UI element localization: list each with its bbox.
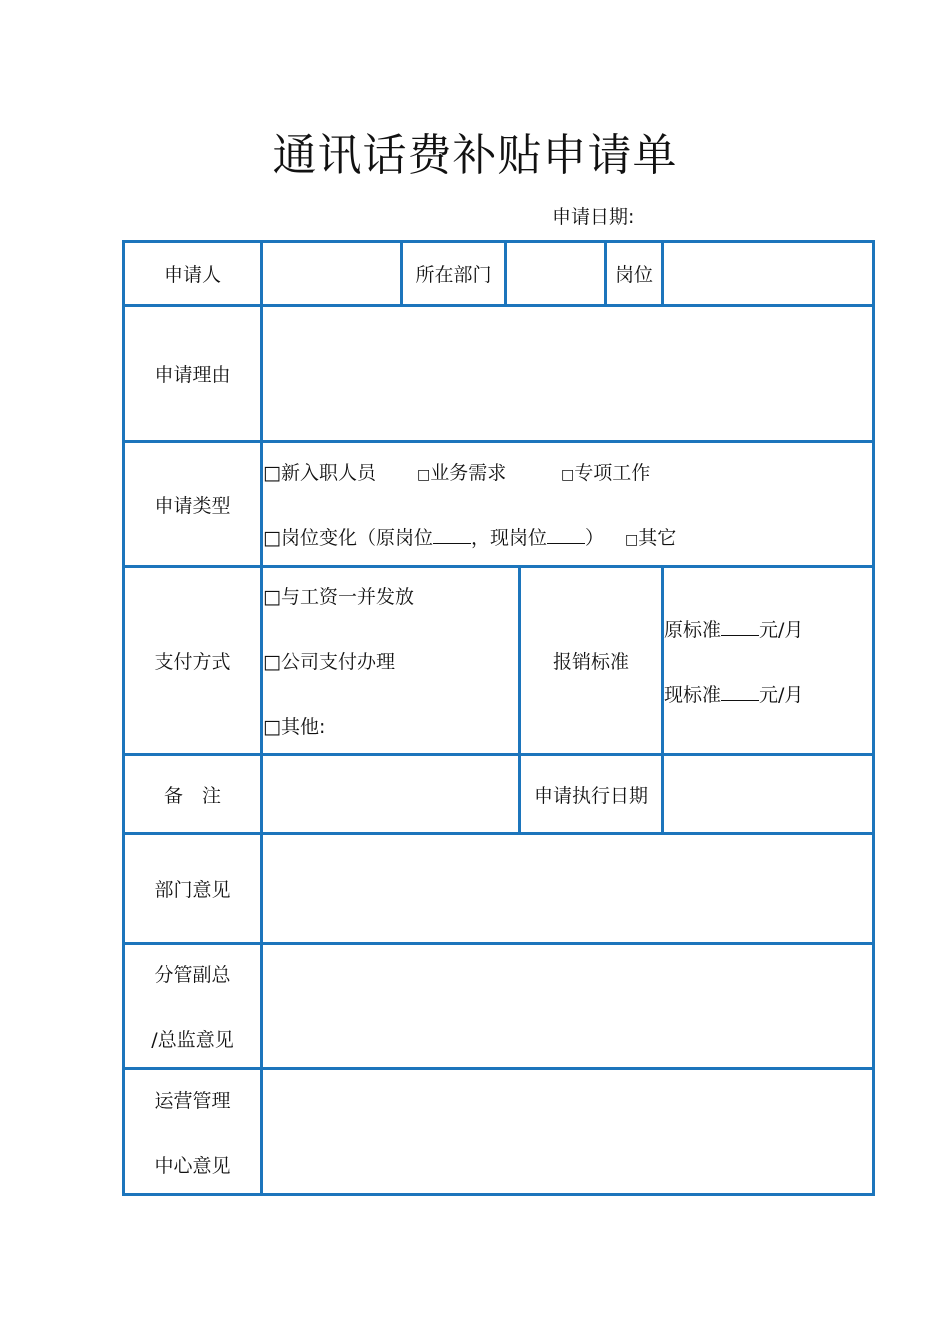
row-applicant xyxy=(124,242,874,306)
type-option-special-work[interactable]: □专项工作 xyxy=(561,462,651,484)
type-option-other[interactable]: □其它 xyxy=(625,527,677,549)
checkbox-icon[interactable]: □ xyxy=(625,532,639,548)
row-reason xyxy=(124,306,874,442)
application-form-table xyxy=(122,240,875,1196)
row-remark xyxy=(124,755,874,834)
original-standard: 原标准 元/月 xyxy=(664,618,804,641)
ops-opinion-field[interactable] xyxy=(262,1069,874,1195)
vp-opinion-field[interactable] xyxy=(262,944,874,1069)
reimburse-standard-values xyxy=(663,567,874,755)
payment-label: 支付方式 xyxy=(124,567,262,755)
checkbox-icon[interactable]: □ xyxy=(263,716,281,738)
remark-label: 备 注 xyxy=(124,755,262,834)
type-label: 申请类型 xyxy=(124,442,262,567)
form-title: 通讯话费补贴申请单 xyxy=(272,130,678,181)
row-payment xyxy=(124,567,874,755)
checkbox-icon[interactable]: □ xyxy=(561,467,575,483)
payment-option-other[interactable]: □其他: xyxy=(263,716,326,738)
type-option-new-hire[interactable]: □新入职人员 xyxy=(263,462,376,484)
reason-label: 申请理由 xyxy=(124,306,262,442)
reimburse-standard-label: 报销标准 xyxy=(520,567,663,755)
dept-opinion-label: 部门意见 xyxy=(124,834,262,944)
checkbox-icon[interactable]: □ xyxy=(263,586,281,608)
original-position-blank[interactable] xyxy=(433,529,471,544)
row-type xyxy=(124,442,874,567)
checkbox-icon[interactable]: □ xyxy=(263,651,281,673)
dept-opinion-field[interactable] xyxy=(262,834,874,944)
department-label: 所在部门 xyxy=(402,242,506,306)
row-vp-opinion xyxy=(124,944,874,1069)
checkbox-icon[interactable]: □ xyxy=(263,527,281,549)
payment-option-company-pay[interactable]: □公司支付办理 xyxy=(263,651,395,673)
applicant-label: 申请人 xyxy=(124,242,262,306)
checkbox-icon[interactable]: □ xyxy=(417,467,431,483)
current-standard: 现标准 元/月 xyxy=(664,683,804,706)
type-options xyxy=(262,442,874,567)
payment-option-with-salary[interactable]: □与工资一并发放 xyxy=(263,586,414,608)
exec-date-field[interactable] xyxy=(663,755,874,834)
department-field[interactable] xyxy=(506,242,606,306)
applicant-field[interactable] xyxy=(262,242,402,306)
position-field[interactable] xyxy=(663,242,874,306)
position-label: 岗位 xyxy=(606,242,663,306)
type-option-position-change[interactable]: □岗位变化（原岗位 ，现岗位 ） xyxy=(263,527,604,549)
payment-options xyxy=(262,567,520,755)
ops-opinion-label: 运营管理 中心意见 xyxy=(124,1069,262,1195)
vp-opinion-label: 分管副总 /总监意见 xyxy=(124,944,262,1069)
reason-field[interactable] xyxy=(262,306,874,442)
exec-date-label: 申请执行日期 xyxy=(520,755,663,834)
apply-date-label: 申请日期: xyxy=(552,206,635,228)
original-standard-blank[interactable] xyxy=(721,621,759,636)
remark-field[interactable] xyxy=(262,755,520,834)
row-ops-opinion xyxy=(124,1069,874,1195)
current-position-blank[interactable] xyxy=(547,529,585,544)
row-dept-opinion xyxy=(124,834,874,944)
checkbox-icon[interactable]: □ xyxy=(263,462,281,484)
type-option-business-need[interactable]: □业务需求 xyxy=(417,462,507,484)
current-standard-blank[interactable] xyxy=(721,686,759,701)
